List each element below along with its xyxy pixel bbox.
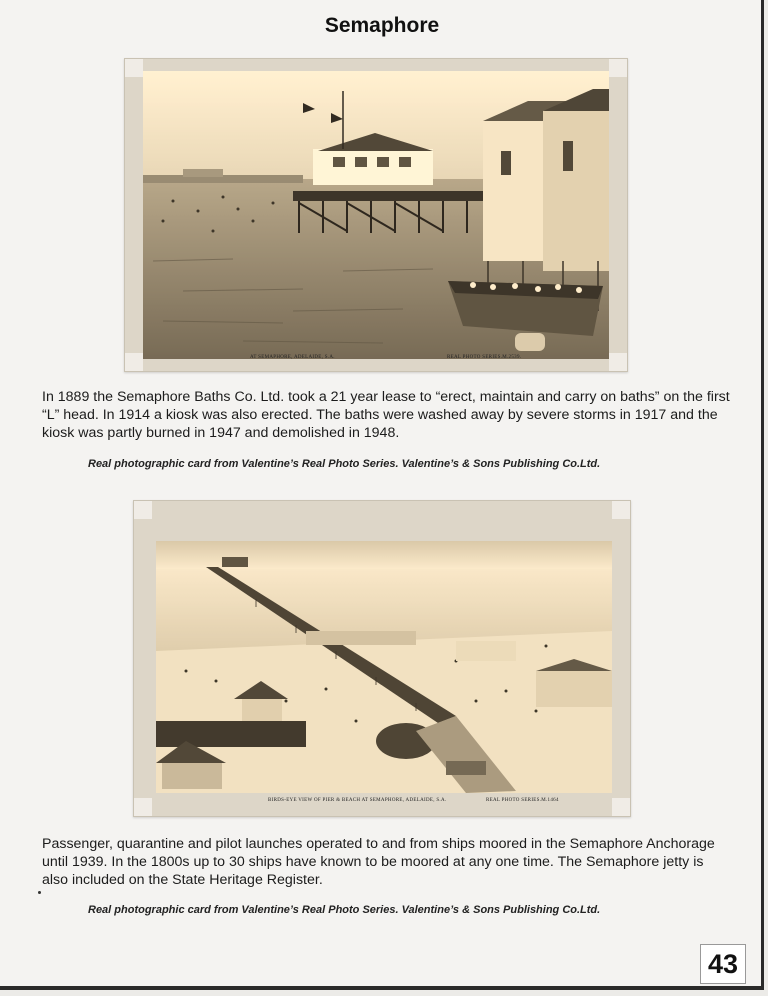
postcard-series-number: REAL PHOTO SERIES.M.1464 xyxy=(486,798,559,803)
card1-description: In 1889 the Semaphore Baths Co. Ltd. took a 21 year lease to “erect, maintain and carry on baths” on the first “L” head. In 1914 a kiosk was also erected. The baths were washed away by severe storms in 1917 and the kiosk was partly burned in 1947 and demolished in 1948. xyxy=(42,389,730,441)
card2-description: Passenger, quarantine and pilot launches operated to and from ships moored in the Semaphore Anchorage until 1939. In the 1800s up to 30 ships have known to be moored at any one time. The Semaphore jetty is also included on the State Heritage Register. xyxy=(42,836,715,888)
photo-corner-mount xyxy=(125,59,143,77)
card2-credit: Real photographic card from Valentine’s Real Photo Series. Valentine’s & Sons Publishing Co.Ltd. xyxy=(88,904,601,916)
page-title: Semaphore xyxy=(324,14,440,37)
postcard-caption-title: AT SEMAPHORE, ADELAIDE, S.A. xyxy=(250,355,335,360)
postcard-semaphore-baths xyxy=(124,58,628,372)
photo-corner-mount xyxy=(609,353,627,371)
postcard-pier-and-beach xyxy=(133,500,631,817)
page-number: 43 xyxy=(700,944,746,984)
photo-corner-mount xyxy=(134,501,152,519)
photo-corner-mount xyxy=(134,798,152,816)
photo-corner-mount xyxy=(612,501,630,519)
pier-scene-illustration xyxy=(156,541,612,793)
card1-credit: Real photographic card from Valentine’s Real Photo Series. Valentine’s & Sons Publishing Co.Ltd. xyxy=(88,458,601,470)
postcard-series-number: REAL PHOTO SERIES.M.2539. xyxy=(447,355,522,360)
postcard-caption-title: BIRDS-EYE VIEW OF PIER & BEACH AT SEMAPHORE, ADELAIDE, S.A. xyxy=(268,798,447,803)
photo-corner-mount xyxy=(125,353,143,371)
stray-mark xyxy=(38,891,41,894)
photo-corner-mount xyxy=(609,59,627,77)
photo-corner-mount xyxy=(612,798,630,816)
photo-baths-and-jetty xyxy=(143,71,609,359)
baths-scene-illustration xyxy=(143,71,609,359)
photo-birds-eye-pier xyxy=(156,541,612,793)
